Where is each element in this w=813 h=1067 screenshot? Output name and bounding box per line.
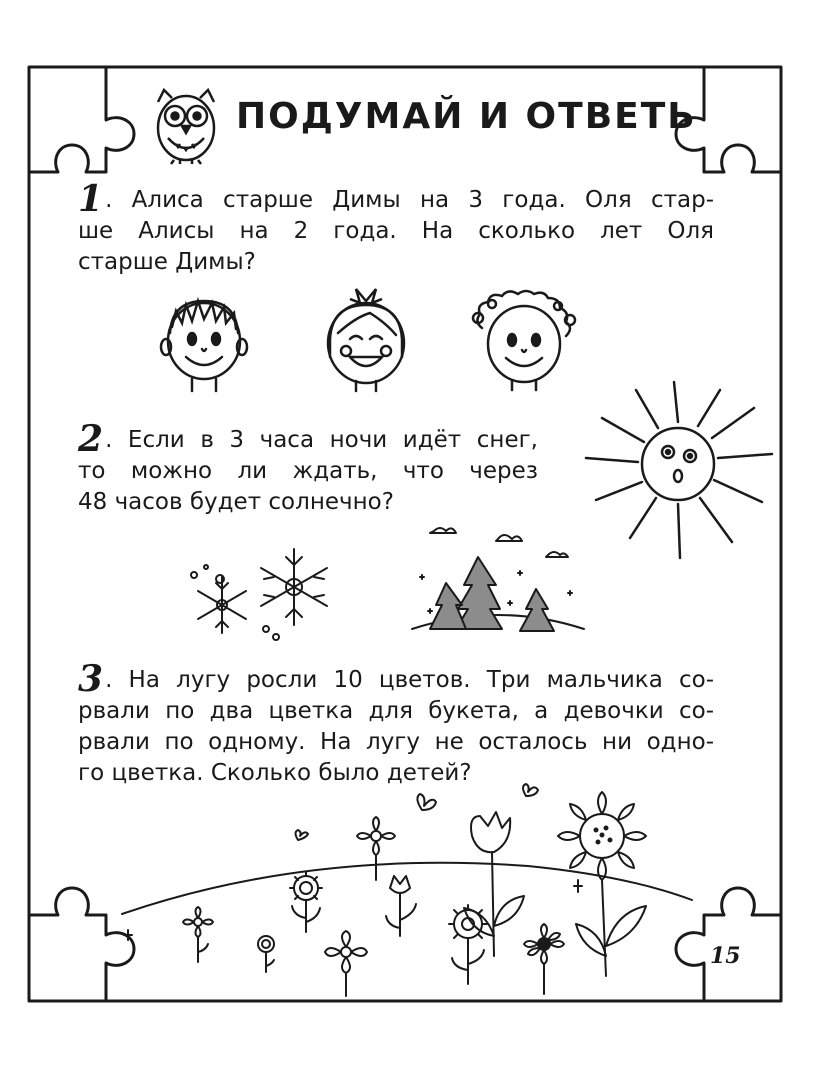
boy-face-illustration [158,293,250,393]
winter-trees-illustration [408,525,588,645]
task-text-line: . Если в 3 часа ночи идёт снег, [105,427,538,453]
meadow-flowers-illustration [108,780,704,1002]
task-text-line: . На лугу росли 10 цветов. Три мальчика со- [105,667,714,693]
girl-face-illustration [320,283,412,393]
task-text-line: ше Алисы на 2 года. На сколько лет Оля [78,218,714,244]
task-1 [78,178,714,278]
curly-girl-face-illustration [462,290,586,390]
task-text-line: рвали по одному. На лугу не осталось ни одно- [78,729,714,755]
task-text-line: старше Димы? [78,249,256,275]
task-text-line: рвали по два цветка для букета, а девочки со- [78,698,714,724]
owl-icon [148,84,224,164]
task-number: 2 [78,418,104,460]
task-2 [78,418,538,518]
sun-illustration [582,378,778,562]
task-number: 1 [78,178,104,220]
task-text-line: 48 часов будет солнечно? [78,489,394,515]
task-text-line: го цветка. Сколько было детей? [78,760,472,786]
task-3 [78,658,714,789]
page-title: ПОДУМАЙ И ОТВЕТЬ [236,96,697,137]
snowflakes-illustration [186,545,336,645]
task-number: 3 [78,658,104,700]
page-number: 15 [710,943,741,969]
task-text-line: . Алиса старше Димы на 3 года. Оля стар- [105,187,714,213]
task-text-line: то можно ли ждать, что через [78,458,538,484]
